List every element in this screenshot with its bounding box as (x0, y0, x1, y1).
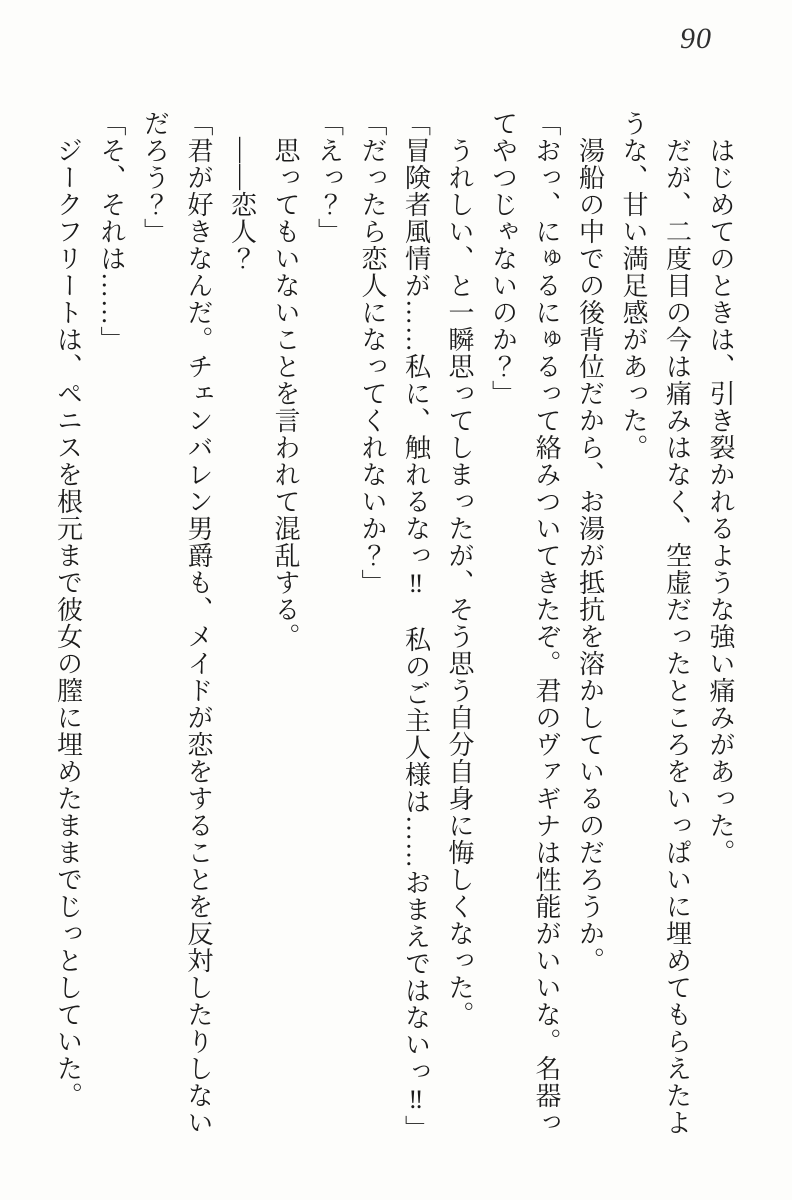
text-line: ――恋人？ (227, 110, 257, 272)
text-line: 「だったら恋人になってくれないか？」 (358, 110, 387, 596)
text-line: うな、甘い満足感があった。 (619, 110, 648, 461)
text-line: 「おっ、にゅるにゅるって絡みついてきたぞ。君のヴァギナは性能がいいな。名器っ (532, 110, 561, 1136)
text-line: 「冒険者風情が……私に、触れるなっ‼ 私のご主人様は……おまえではないっ‼」 (401, 110, 431, 1142)
text-line: 「そ、それは……」 (97, 110, 126, 353)
text-line: うれしい、と一瞬思ってしまったが、そう思う自分自身に悔しくなった。 (445, 110, 474, 1028)
text-line: だろう？」 (140, 110, 170, 245)
text-line: 「君が好きなんだ。チェンバレン男爵も、メイドが恋をすることを反対したりしない (184, 110, 213, 1136)
page-number: 90 (680, 22, 712, 55)
text-line: 湯船の中での後背位だから、お湯が抵抗を溶かしているのだろうか。 (575, 110, 605, 974)
text-line: はじめてのときは、引き裂かれるような強い痛みがあった。 (706, 110, 735, 866)
text-block (46, 110, 742, 1150)
text-line: てやつじゃないのか？」 (488, 110, 518, 407)
text-line: 思ってもいないことを言われて混乱する。 (271, 110, 300, 650)
text-line: 「えっ？」 (314, 110, 344, 245)
text-line: だが、二度目の今は痛みはなく、空虚だったところをいっぱいに埋めてもらえたよ (662, 110, 692, 1136)
text-line: ジークフリートは、ペニスを根元まで彼女の膣に埋めたままでじっとしていた。 (53, 110, 83, 1109)
